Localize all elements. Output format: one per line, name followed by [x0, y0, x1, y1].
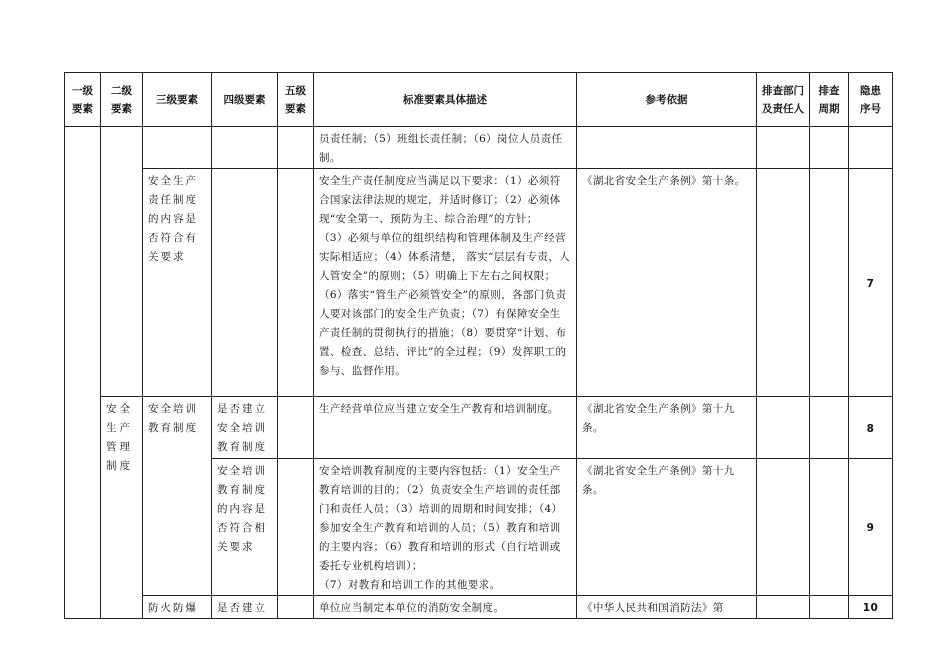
description-cell: 安全生产责任制度应当满足以下要求：（1）必须符合国家法律法规的规定，并适时修订；（2）必须体现“安全第一、预防为主、综合治理”的方针； （3）必须与单位的组织结构和管理体制及生产经营实际相适应；（4）体系清楚， 落实“层层有专责，人人管安全”的原则；（5）明确上下左右之间权限；（6）落实“管生产必须管安全”的原则，各部门负责人要对该部门的安全生产负责；（7）有保障安全生产责任制的贯彻执行的措施；（8）要贯穿“计划、布置、检查、总结、评比”的全过程；（9）发挥职工的参与、监督作用。	[314, 169, 577, 397]
department-cell	[757, 459, 810, 596]
hazard-number-cell	[849, 127, 893, 169]
header-description: 标准要素具体描述	[314, 73, 577, 127]
hazard-number-cell: 10	[849, 596, 893, 619]
department-cell	[757, 596, 810, 619]
header-department: 排查部门 及责任人	[757, 73, 810, 127]
level5-cell	[278, 459, 314, 596]
cycle-cell	[810, 397, 849, 459]
hazard-check-table	[64, 72, 893, 619]
reference-cell: 《湖北省安全生产条例》第十九条。	[577, 459, 757, 596]
department-cell	[757, 397, 810, 459]
hazard-number-cell: 7	[849, 169, 893, 397]
level4-cell	[212, 169, 278, 397]
header-row	[65, 73, 893, 127]
reference-cell: 《湖北省安全生产条例》第十条。	[577, 169, 757, 397]
cycle-cell	[810, 459, 849, 596]
header-level3: 三级要素	[143, 73, 212, 127]
level1-cell	[65, 127, 101, 619]
level5-cell	[278, 596, 314, 619]
reference-cell	[577, 127, 757, 169]
header-hazard-number: 隐患 序号	[849, 73, 893, 127]
table-row	[65, 169, 893, 397]
hazard-number-cell: 9	[849, 459, 893, 596]
header-level2: 二级 要素	[101, 73, 143, 127]
header-cycle: 排查 周期	[810, 73, 849, 127]
reference-cell: 《中华人民共和国消防法》第	[577, 596, 757, 619]
header-reference: 参考依据	[577, 73, 757, 127]
header-level5: 五级 要素	[278, 73, 314, 127]
level5-cell	[278, 169, 314, 397]
table-row	[65, 397, 893, 459]
description-cell: 生产经营单位应当建立安全生产教育和培训制度。	[314, 397, 577, 459]
description-cell: 员责任制；（5）班组长责任制；（6）岗位人员责任制。	[314, 127, 577, 169]
level4-cell: 是否建立	[212, 596, 278, 619]
reference-cell: 《湖北省安全生产条例》第十九条。	[577, 397, 757, 459]
department-cell	[757, 127, 810, 169]
level5-cell	[278, 397, 314, 459]
table-row	[65, 127, 893, 169]
table-row	[65, 596, 893, 619]
level3-cell: 安全生产责任制度的内容是否符合有关要求	[143, 169, 212, 397]
level4-cell: 安全培训教育制度的内容是否符合相关要求	[212, 459, 278, 596]
header-level4: 四级要素	[212, 73, 278, 127]
level3-cell	[143, 127, 212, 169]
level5-cell	[278, 127, 314, 169]
level4-cell: 是否建立安全培训教育制度	[212, 397, 278, 459]
level3-cell: 安全培训教育制度	[143, 397, 212, 596]
description-cell: 安全培训教育制度的主要内容包括：（1）安全生产教育培训的目的；（2）负责安全生产培训的责任部门和责任人员；（3）培训的周期和时间安排；（4）参加安全生产教育和培训的人员；（5）教育和培训的主要内容；（6）教育和培训的形式（自行培训或委托专业机构培训）； （7）对教育和培训工作的其他要求。	[314, 459, 577, 596]
description-cell: 单位应当制定本单位的消防安全制度。	[314, 596, 577, 619]
cycle-cell	[810, 169, 849, 397]
cycle-cell	[810, 127, 849, 169]
header-level1: 一级 要素	[65, 73, 101, 127]
level2-cell	[101, 127, 143, 397]
level4-cell	[212, 127, 278, 169]
level2-cell: 安全生产管理制度	[101, 397, 143, 619]
document-page	[64, 72, 893, 619]
department-cell	[757, 169, 810, 397]
hazard-number-cell: 8	[849, 397, 893, 459]
level3-cell: 防火防爆	[143, 596, 212, 619]
cycle-cell	[810, 596, 849, 619]
